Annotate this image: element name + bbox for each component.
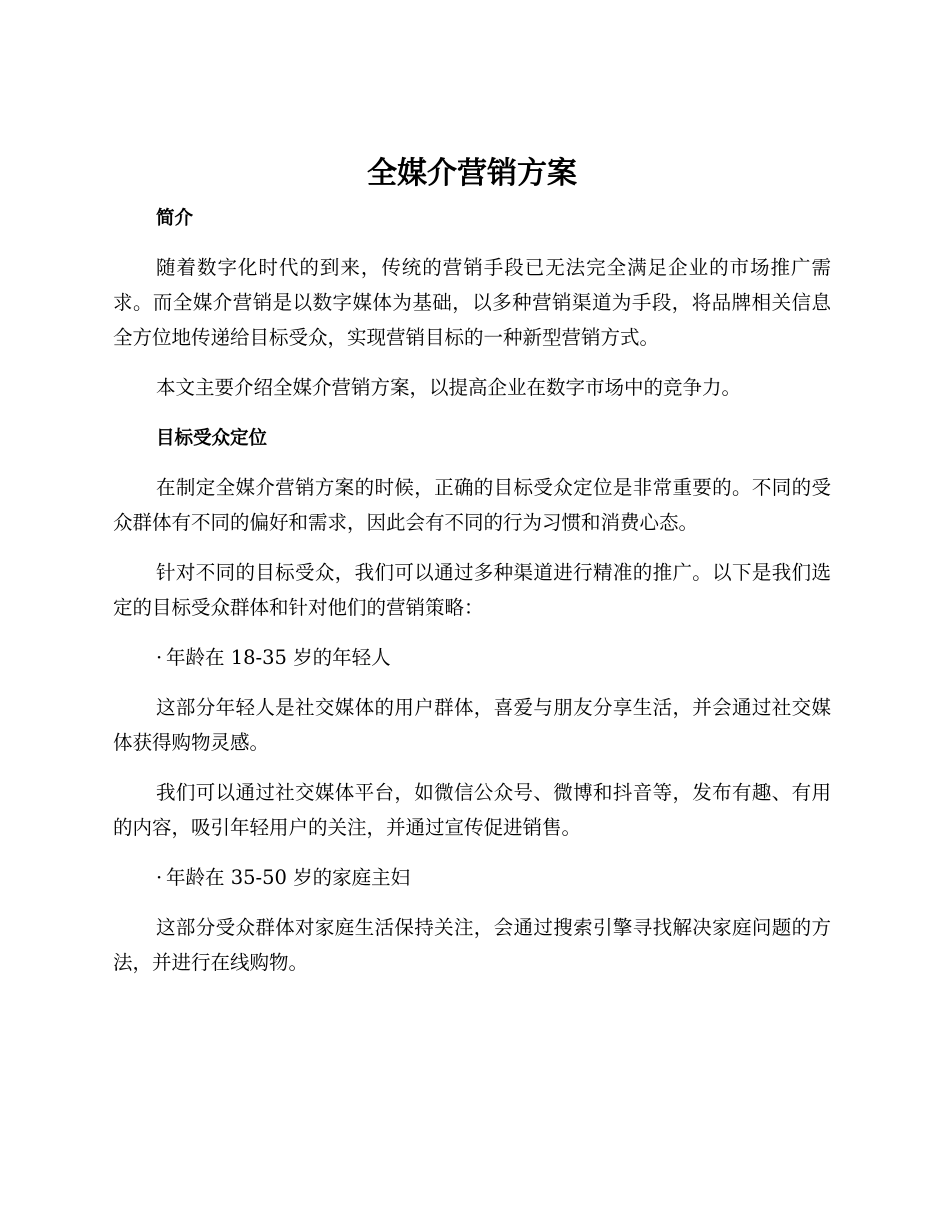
audience-group-2-label: 年龄在 35-50 岁的家庭主妇 [166, 866, 411, 889]
audience-group-2-item [113, 860, 831, 895]
audience-group-1-paragraph-1: 这部分年轻人是社交媒体的用户群体，喜爱与朋友分享生活，并会通过社交媒体获得购物灵感。 [113, 696, 831, 754]
document-title: 全媒介营销方案 [367, 156, 577, 191]
intro-paragraph-2: 本文主要介绍全媒介营销方案，以提高企业在数字市场中的竞争力。 [156, 376, 742, 399]
audience-group-1-item [113, 640, 831, 675]
document-body [113, 148, 831, 995]
audience-paragraph-2: 针对不同的目标受众，我们可以通过多种渠道进行精准的推广。以下是我们选定的目标受众群体和针对他们的营销策略： [113, 561, 831, 619]
bullet-dot: · [156, 646, 163, 669]
audience-group-1-paragraph-2: 我们可以通过社交媒体平台，如微信公众号、微博和抖音等，发布有趣、有用的内容，吸引年轻用户的关注，并通过宣传促进销售。 [113, 781, 831, 839]
audience-group-1-label: 年龄在 18-35 岁的年轻人 [166, 646, 391, 669]
intro-paragraph-1: 随着数字化时代的到来，传统的营销手段已无法完全满足企业的市场推广需求。而全媒介营销是以数字媒体为基础，以多种营销渠道为手段，将品牌相关信息全方位地传递给目标受众，实现营销目标的一种新型营销方式。 [113, 256, 831, 349]
bullet-dot: · [156, 866, 163, 889]
audience-group-2-paragraph-1: 这部分受众群体对家庭生活保持关注，会通过搜索引擎寻找解决家庭问题的方法，并进行在线购物。 [113, 916, 831, 974]
section-heading-intro: 简介 [156, 208, 194, 229]
section-heading-audience: 目标受众定位 [156, 428, 268, 449]
audience-paragraph-1: 在制定全媒介营销方案的时候，正确的目标受众定位是非常重要的。不同的受众群体有不同的偏好和需求，因此会有不同的行为习惯和消费心态。 [113, 476, 831, 534]
